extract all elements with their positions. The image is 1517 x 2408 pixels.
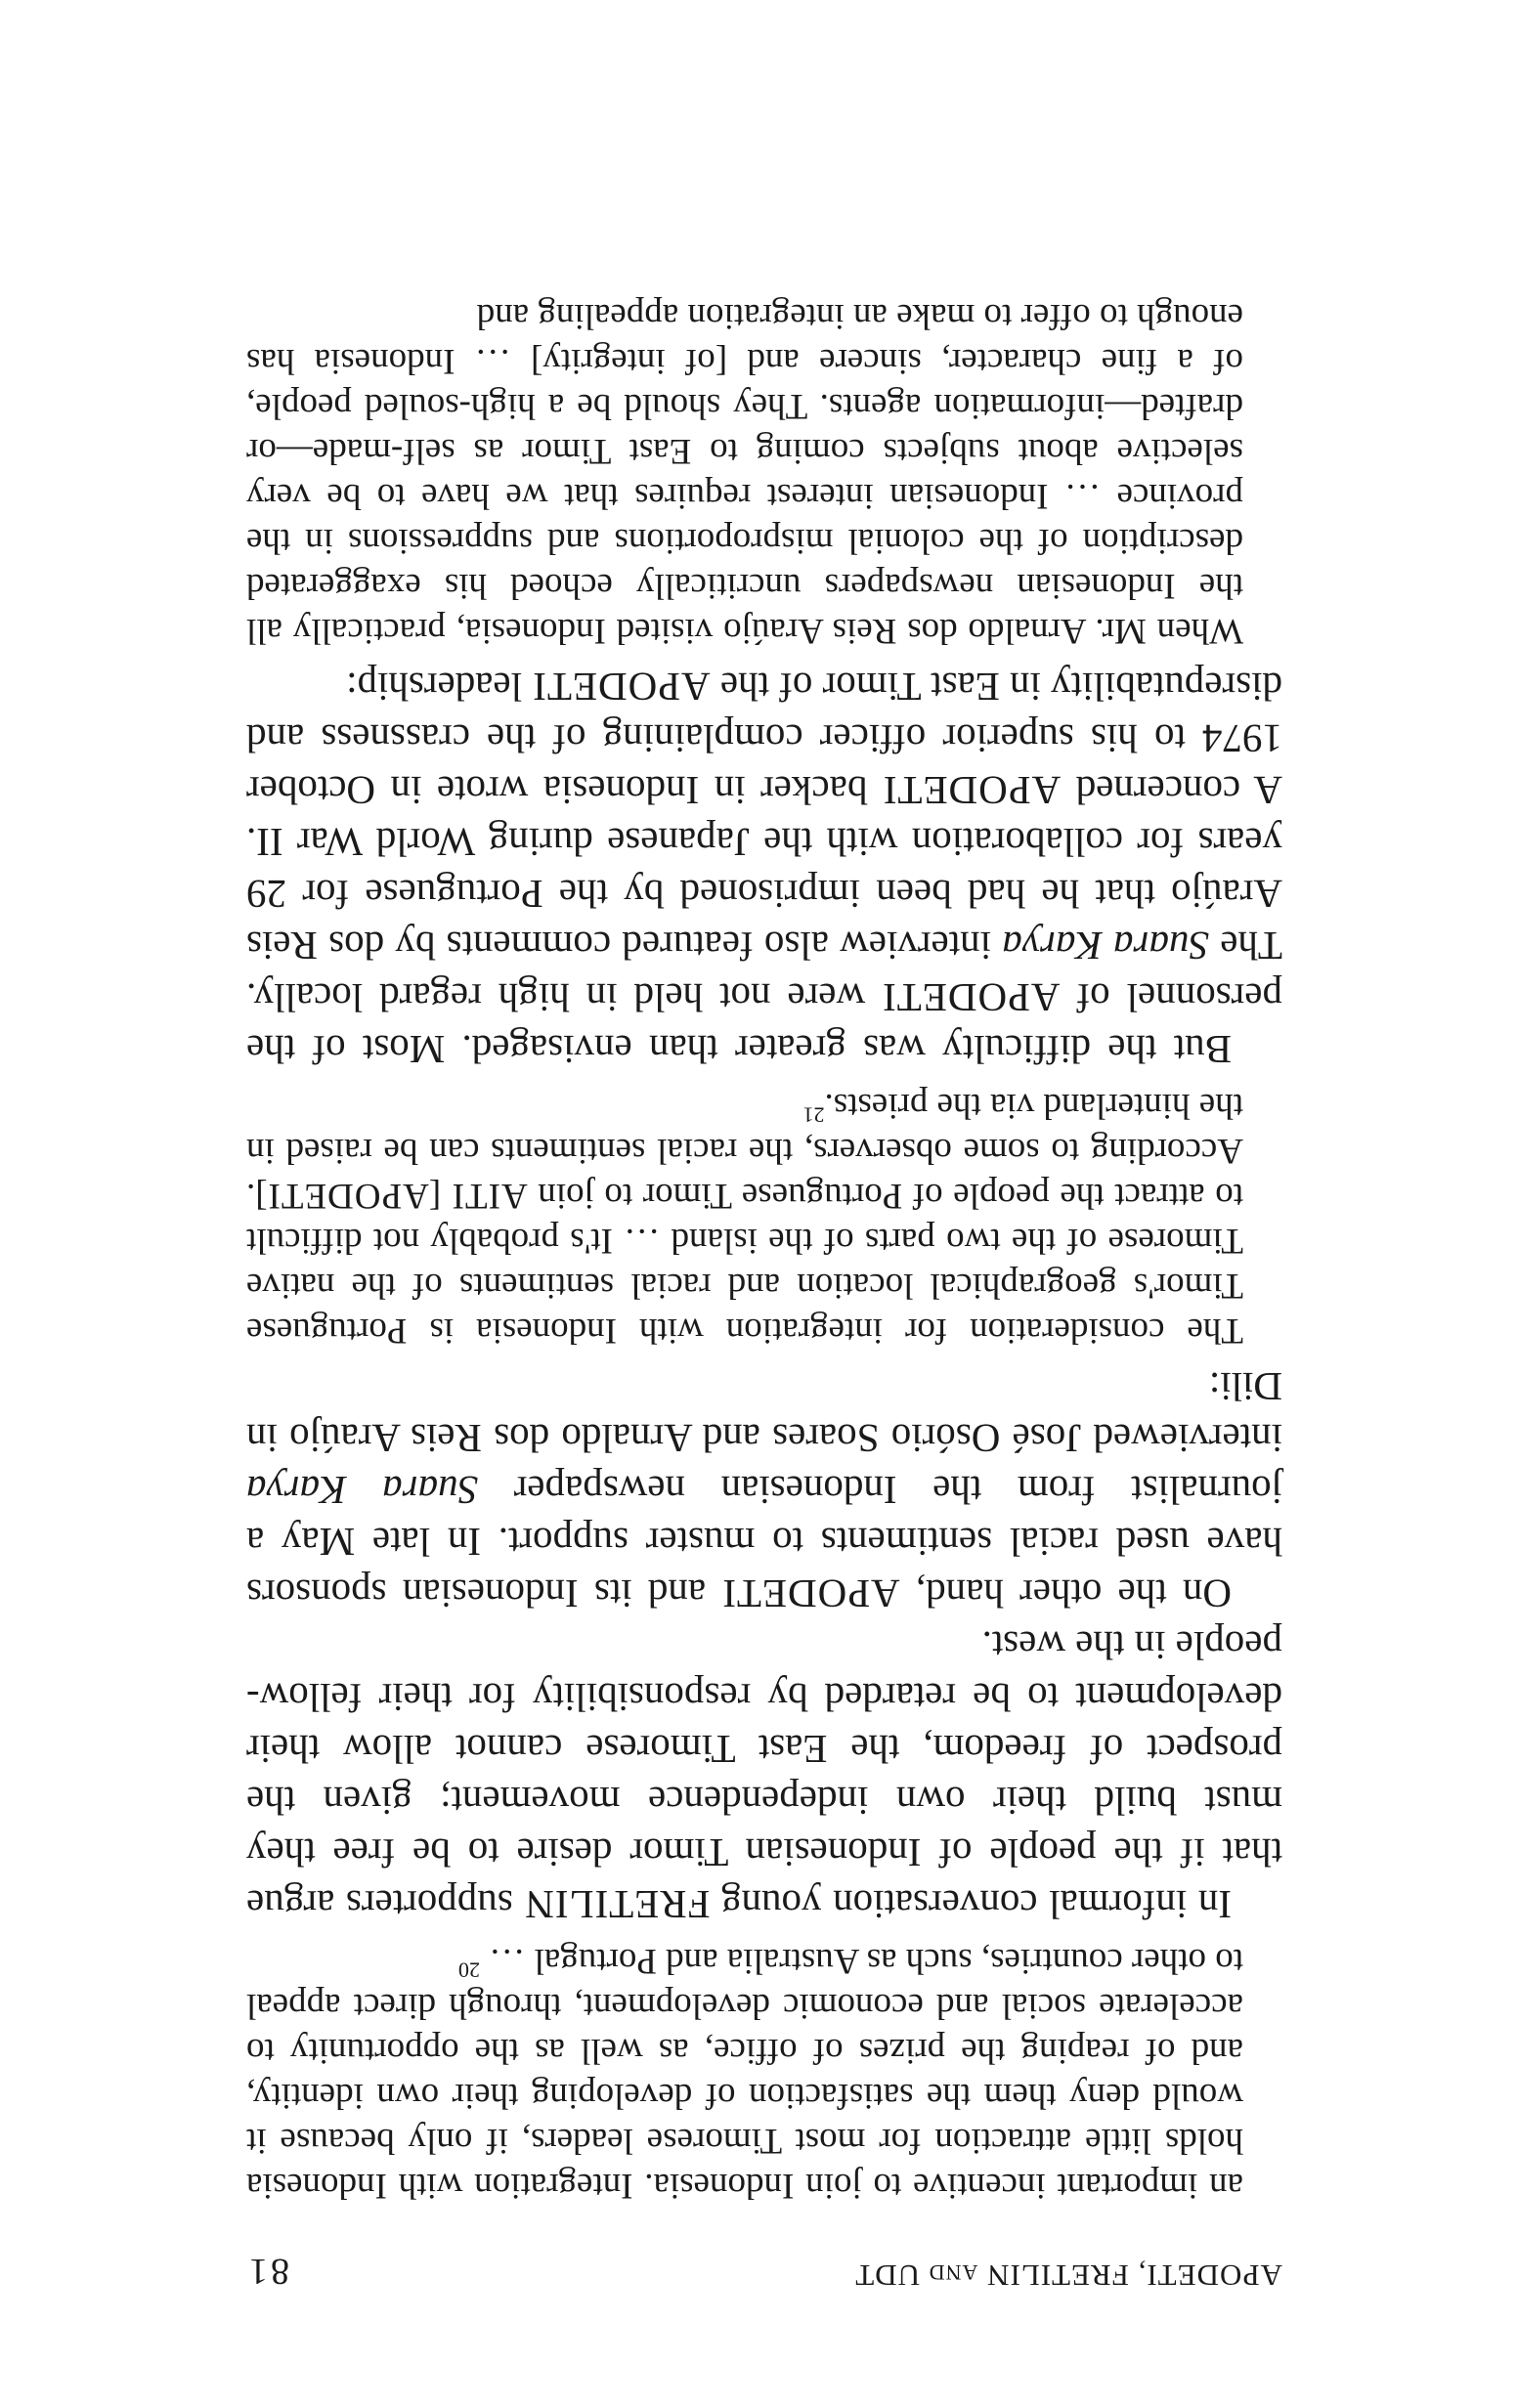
quote-1-text: an important incentive to join Indonesia. Integration with Indonesia holds little attraction for most Timorese leaders, if only because it would deny them the satisfaction of developing their own identity, and of reaping the prizes of office, as well as the opportunity to accelerate social and economic development, through direct appeal to other countries, such as Australia and Portugal …: [246, 1941, 1243, 2206]
org-apodeti: APODETI: [721, 1571, 900, 1616]
paragraph-difficulty: But the difficulty was greater than envisaged. Most of the personnel of APODETI were not held in high regard locally. The Suara Karya interview also featured comments by dos Reis Araújo that he had been imprisoned by the Portuguese for 29 years for collaboration with the Japanese during World War II. A concerned APODETI backer in Indonesia wrote in October 1974 to his superior officer complaining of the crassness and disreputability in East Timor of the APODETI leadership:: [246, 665, 1282, 1072]
org-apodeti: APODETI: [882, 975, 1061, 1020]
running-title: APODETI, FRETILIN and UDT: [854, 2258, 1282, 2293]
org-fretilin: FRETILIN: [524, 1882, 711, 1927]
block-quote-1: [246, 1938, 1243, 2208]
org-apodeti: APODETI: [532, 665, 711, 710]
footnote-ref-20: 20: [457, 1957, 481, 1983]
page-number: 81: [246, 2251, 289, 2292]
org-apodeti: APODETI: [267, 1176, 429, 1216]
newspaper-title: Suara Karya: [1002, 924, 1209, 968]
paragraph-fretilin: In informal conversation young FRETILIN supporters argue that if the people of Indonesian Timor desire to be free they must build their own independence movement; given the prospect of freedom, the East Timorese cannot allow their development to be retarded by responsibility for their fellow-people in the west.: [246, 1623, 1282, 1927]
newspaper-title: Suara Karya: [246, 1468, 479, 1513]
org-aiti: AITI: [451, 1176, 528, 1216]
body-text: [246, 293, 1282, 2208]
footnote-ref-21: 21: [802, 1102, 825, 1128]
paragraph-apodeti-sponsors: On the other hand, APODETI and its Indonesian sponsors have used racial sentiments to muster support. In late May a journalist from the Indonesian newspaper Suara Karya interviewed José Osório Soares and Arnaldo dos Reis Araújo in Dili:: [246, 1364, 1282, 1616]
org-apodeti: APODETI: [882, 768, 1062, 813]
running-header: [246, 2244, 1282, 2293]
block-quote-2: The consideration for integration with Indonesia is Portuguese Timor's geographical location and racial sentiments of the native Timorese of the two parts of the island … It's probably not difficult to attract the people of Portuguese Timor to join AITI [APODETI]. According to some observers, the racial sentiments can be raised in the hinterland via the priests.$^{21}$: [245, 1086, 1243, 1351]
block-quote-3: When Mr. Arnaldo dos Reis Araújo visited Indonesia, practically all the Indonesian newspapers uncritically echoed his exaggerated description of the colonial misproportions and suppressions in the province … Indonesian interest requires that we have to be very selective about subjects coming to East Timor as self-made—or drafted—information agents. They should be a high-souled people, of a fine character, sincere and [of integrity] … Indonesia has enough to offer to make an integration appealing and: [246, 296, 1243, 651]
